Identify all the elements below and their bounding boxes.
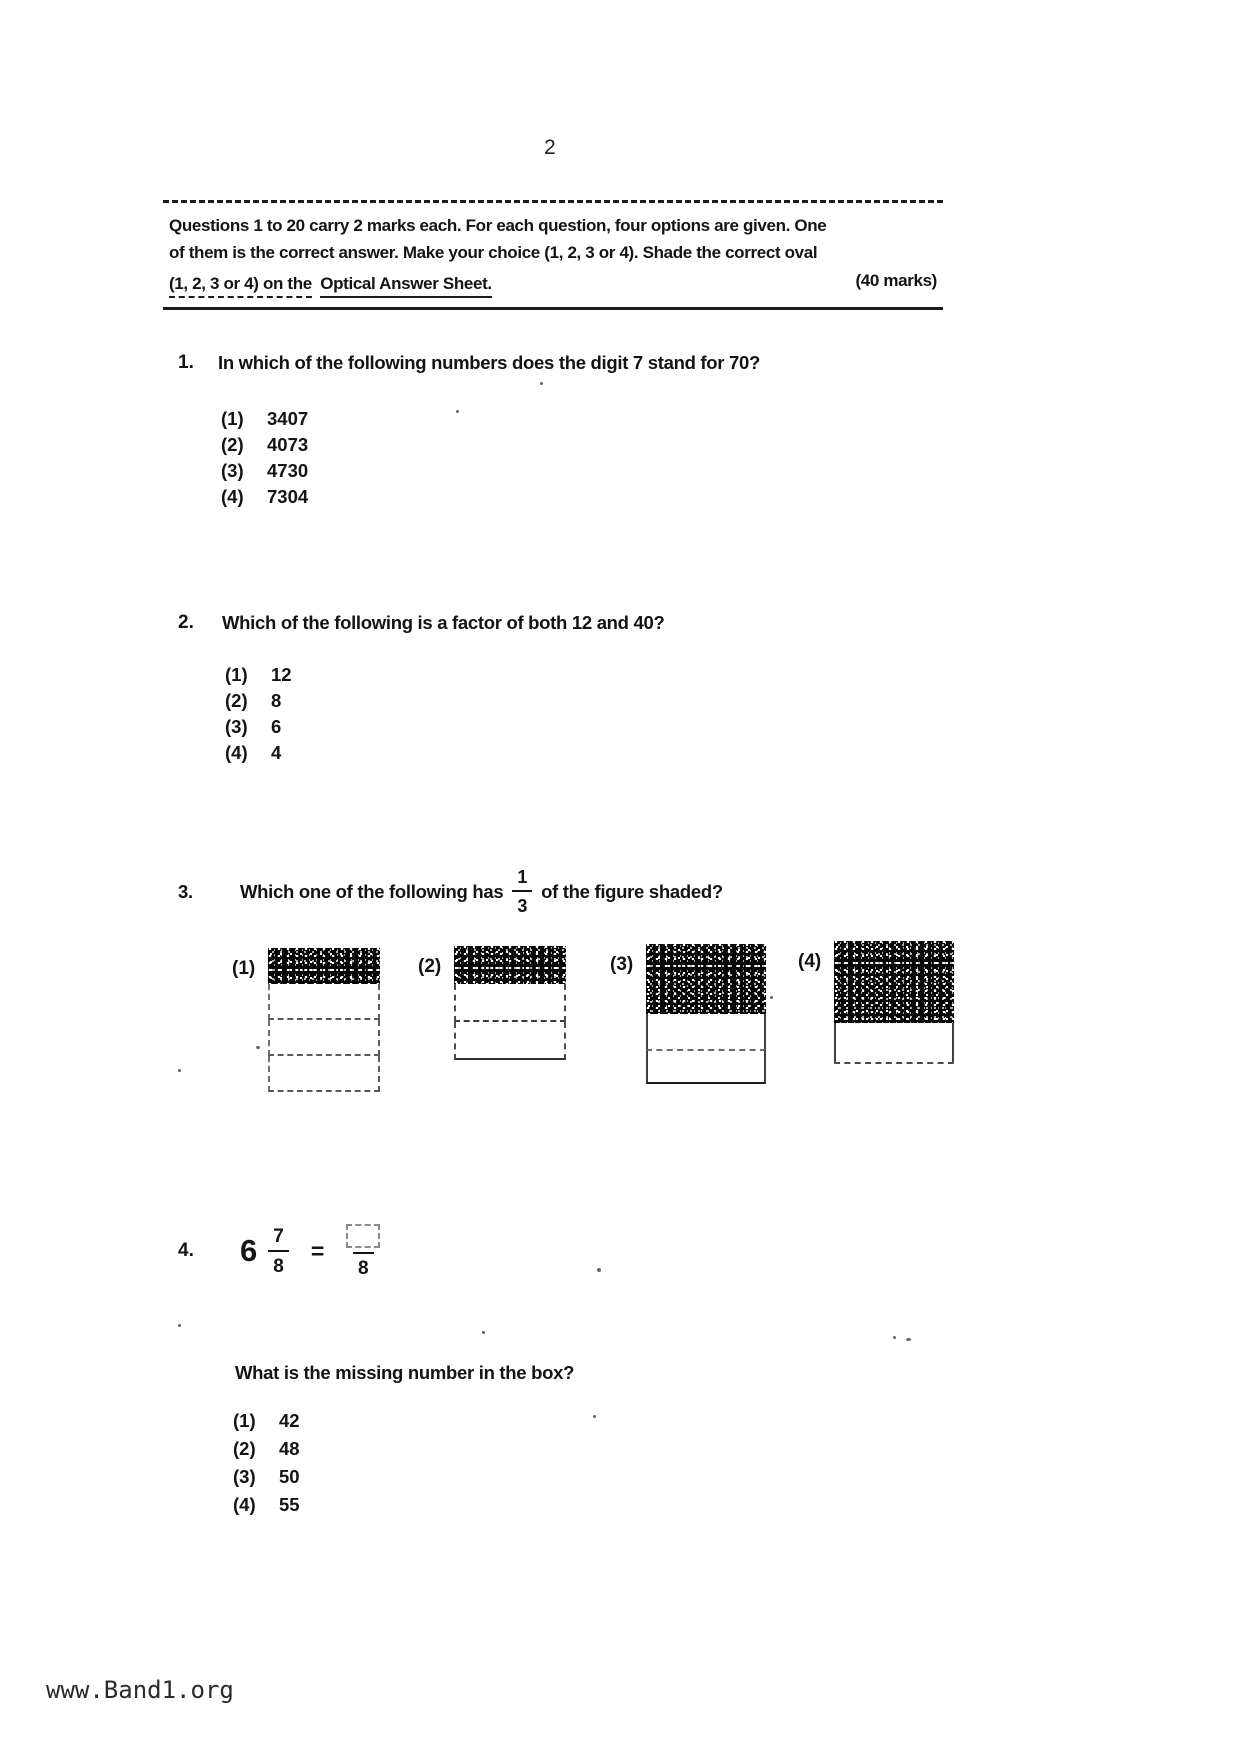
option-row	[233, 1494, 300, 1522]
question-3-text-after: of the figure shaded?	[541, 880, 723, 902]
option-row	[233, 1438, 300, 1466]
figure-shaded-part	[268, 948, 380, 984]
option-row	[233, 1466, 300, 1494]
question-4-number: 4.	[178, 1240, 194, 1261]
equals-sign: =	[310, 1237, 325, 1264]
option-label: (2)	[233, 1438, 256, 1459]
figure-shaded-part	[834, 941, 954, 1023]
figure-shaded-part	[454, 946, 566, 984]
option-row	[221, 408, 308, 434]
option-value: 6	[271, 716, 282, 737]
fraction-denominator: 3	[512, 890, 532, 915]
option-value: 12	[271, 664, 292, 685]
figure-row	[268, 984, 380, 1020]
option-label: (4)	[233, 1494, 256, 1515]
option-label: (1)	[221, 408, 244, 429]
figure-2-label: (2)	[418, 956, 442, 977]
fraction-figure-1	[268, 948, 380, 1092]
figure-group-2	[418, 946, 566, 1060]
scan-artifact-dot	[178, 1069, 181, 1072]
option-row	[221, 434, 308, 460]
scan-artifact-dot	[593, 1415, 596, 1418]
question-1-text: In which of the following numbers does the digit 7 stand for 70?	[218, 352, 760, 373]
fraction-numerator: 1	[517, 867, 528, 887]
instructions-underlined-solid: Optical Answer Sheet.	[320, 274, 492, 298]
question-2-number: 2.	[178, 612, 194, 633]
instructions-line3-left	[169, 270, 492, 297]
question-4-equation-row	[178, 1224, 389, 1278]
scan-artifact-dot	[256, 1046, 260, 1049]
option-value: 7304	[267, 486, 309, 507]
figure-group-4	[798, 941, 954, 1064]
option-value: 4730	[267, 460, 309, 481]
fraction-one-third	[512, 868, 532, 915]
option-label: (4)	[221, 486, 244, 507]
option-label: (2)	[221, 434, 244, 455]
figure-1-label: (1)	[232, 958, 256, 979]
option-value: 8	[271, 690, 282, 711]
figure-row	[268, 1056, 380, 1092]
option-label: (3)	[233, 1466, 256, 1487]
figure-group-3	[610, 944, 766, 1084]
fraction-figure-2	[454, 946, 566, 1060]
question-1-number: 1.	[178, 352, 194, 373]
instructions-line3	[169, 267, 937, 297]
option-value: 3407	[267, 408, 309, 429]
scan-artifact-dot	[770, 996, 773, 999]
missing-number-box	[346, 1224, 380, 1248]
figure-row	[646, 1014, 766, 1049]
instructions-line1: Questions 1 to 20 carry 2 marks each. For each question, four options are given. One	[169, 216, 827, 235]
figure-row	[268, 1020, 380, 1056]
option-label: (4)	[225, 742, 248, 763]
website-watermark: www.Band1.org	[46, 1676, 234, 1704]
option-value: 48	[279, 1438, 300, 1459]
fraction-seven-eighths	[268, 1227, 289, 1276]
option-row	[225, 690, 292, 716]
question-1-options	[221, 408, 308, 512]
scan-artifact-dot	[540, 382, 543, 385]
option-label: (1)	[225, 664, 248, 685]
option-row	[221, 486, 308, 512]
option-row	[225, 716, 292, 742]
scan-artifact-dot	[893, 1336, 896, 1339]
option-value: 42	[279, 1410, 300, 1431]
option-label: (3)	[221, 460, 244, 481]
fraction-denominator: 8	[268, 1250, 289, 1276]
option-value: 55	[279, 1494, 300, 1515]
fraction-denominator: 8	[353, 1252, 374, 1278]
scan-artifact-dot	[482, 1331, 485, 1334]
fraction-missing-over-eight	[346, 1224, 380, 1278]
instructions-box	[163, 200, 943, 310]
option-row	[233, 1410, 300, 1438]
figure-shaded-part	[646, 944, 766, 1014]
scan-artifact-dot	[906, 1338, 911, 1341]
marks-label: (40 marks)	[855, 271, 937, 290]
figure-group-1	[232, 948, 380, 1092]
page-number: 2	[544, 136, 556, 159]
question-3-text-before: Which one of the following has	[240, 880, 504, 902]
option-label: (1)	[233, 1410, 256, 1431]
instructions-underlined-dashed: (1, 2, 3 or 4) on the	[169, 274, 312, 298]
option-value: 4	[271, 742, 282, 763]
option-label: (2)	[225, 690, 248, 711]
option-row	[225, 664, 292, 690]
figure-row	[834, 1023, 954, 1064]
figure-row	[454, 1022, 566, 1060]
equation-whole-number: 6	[240, 1233, 258, 1268]
fraction-figure-4	[834, 941, 954, 1064]
figure-row	[646, 1049, 766, 1084]
scan-artifact-dot	[597, 1268, 601, 1272]
scan-artifact-dot	[178, 1324, 181, 1327]
instructions-line2: of them is the correct answer. Make your choice (1, 2, 3 or 4). Shade the correct oval	[169, 243, 818, 262]
fraction-numerator: 7	[273, 1225, 284, 1247]
fraction-figure-3	[646, 944, 766, 1084]
figure-4-label: (4)	[798, 951, 822, 972]
option-label: (3)	[225, 716, 248, 737]
figure-3-label: (3)	[610, 954, 634, 975]
question-2-options	[225, 664, 292, 768]
question-3-number: 3.	[178, 880, 193, 902]
figure-row	[454, 984, 566, 1022]
question-2-text: Which of the following is a factor of both 12 and 40?	[222, 612, 665, 633]
option-row	[225, 742, 292, 768]
option-value: 4073	[267, 434, 309, 455]
question-4-options	[233, 1410, 300, 1522]
scan-artifact-dot	[456, 410, 459, 413]
option-value: 50	[279, 1466, 300, 1487]
question-3-row	[178, 868, 723, 915]
option-row	[221, 460, 308, 486]
question-4-text: What is the missing number in the box?	[235, 1362, 575, 1383]
